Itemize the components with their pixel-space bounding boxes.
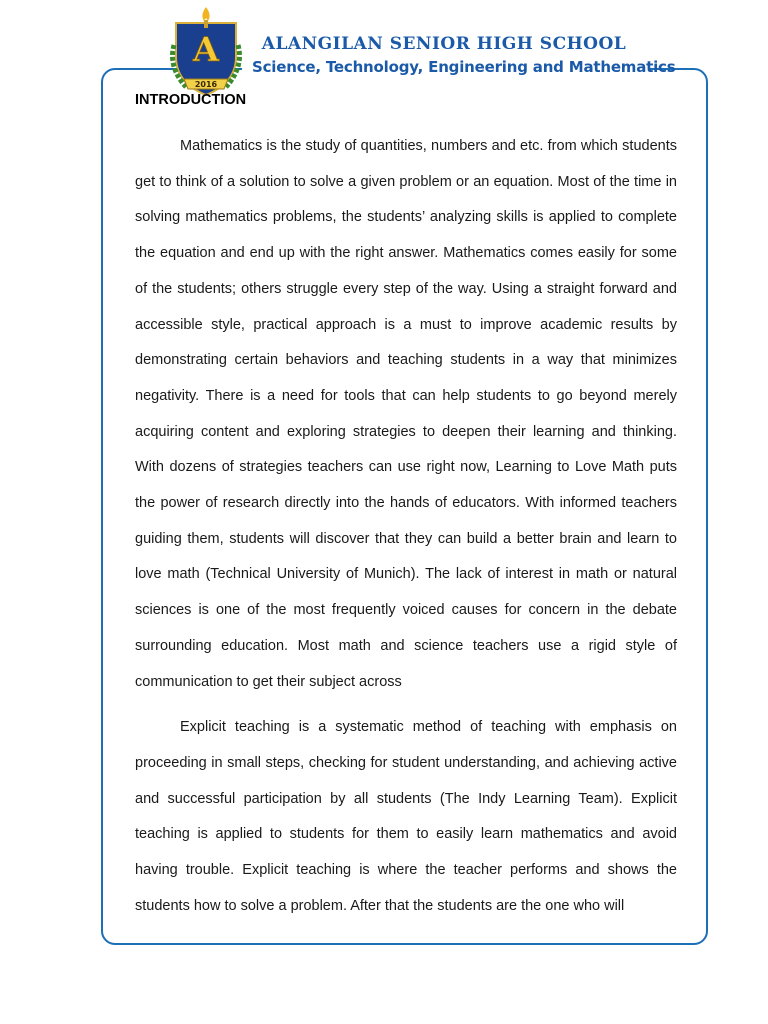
strand-title: Science, Technology, Engineering and Mathematics bbox=[252, 58, 676, 76]
school-name: ALANGILAN SENIOR HIGH SCHOOL bbox=[261, 34, 627, 54]
logo-letter: A bbox=[192, 30, 220, 70]
school-logo bbox=[166, 5, 246, 101]
body-text bbox=[135, 129, 677, 924]
section-heading: INTRODUCTION bbox=[135, 92, 247, 108]
paragraph: Mathematics is the study of quantities, numbers and etc. from which students get to think of a solution to solve a given problem or an equation. Most of the time in solving mathematics problems, the students’ analyzing skills is applied to complete the equation and end up with the right answer. Mathematics comes easily for some of the students; others struggle every step of the way. Using a straight forward and accessible style, practical approach is a must to improve academic results by demonstrating certain behaviors and teaching students in a way that minimizes negativity. There is a need for tools that can help students to go beyond merely acquiring content and exploring strategies to deepen their learning and thinking. With dozens of strategies teachers can use right now, Learning to Love Math puts the power of research directly into the hands of educators. With informed teachers guiding them, students will discover that they can build a better brain and learn to love math (Technical University of Munich). The lack of interest in math or natural sciences is one of the most frequently voiced causes for concern in the debate surrounding education. Most math and science teachers use a rigid style of communication to get their subject across bbox=[135, 138, 677, 690]
logo-year: 2016 bbox=[194, 80, 218, 89]
paragraph: Explicit teaching is a systematic method of teaching with emphasis on proceeding in small steps, checking for student understanding, and achieving active and successful participation by all students (The Indy Learning Team). Explicit teaching is applied to students for them to easily learn mathematics and avoid having trouble. Explicit teaching is where the teacher performs and shows the students how to solve a problem. After that the students are the one who will bbox=[135, 719, 677, 914]
